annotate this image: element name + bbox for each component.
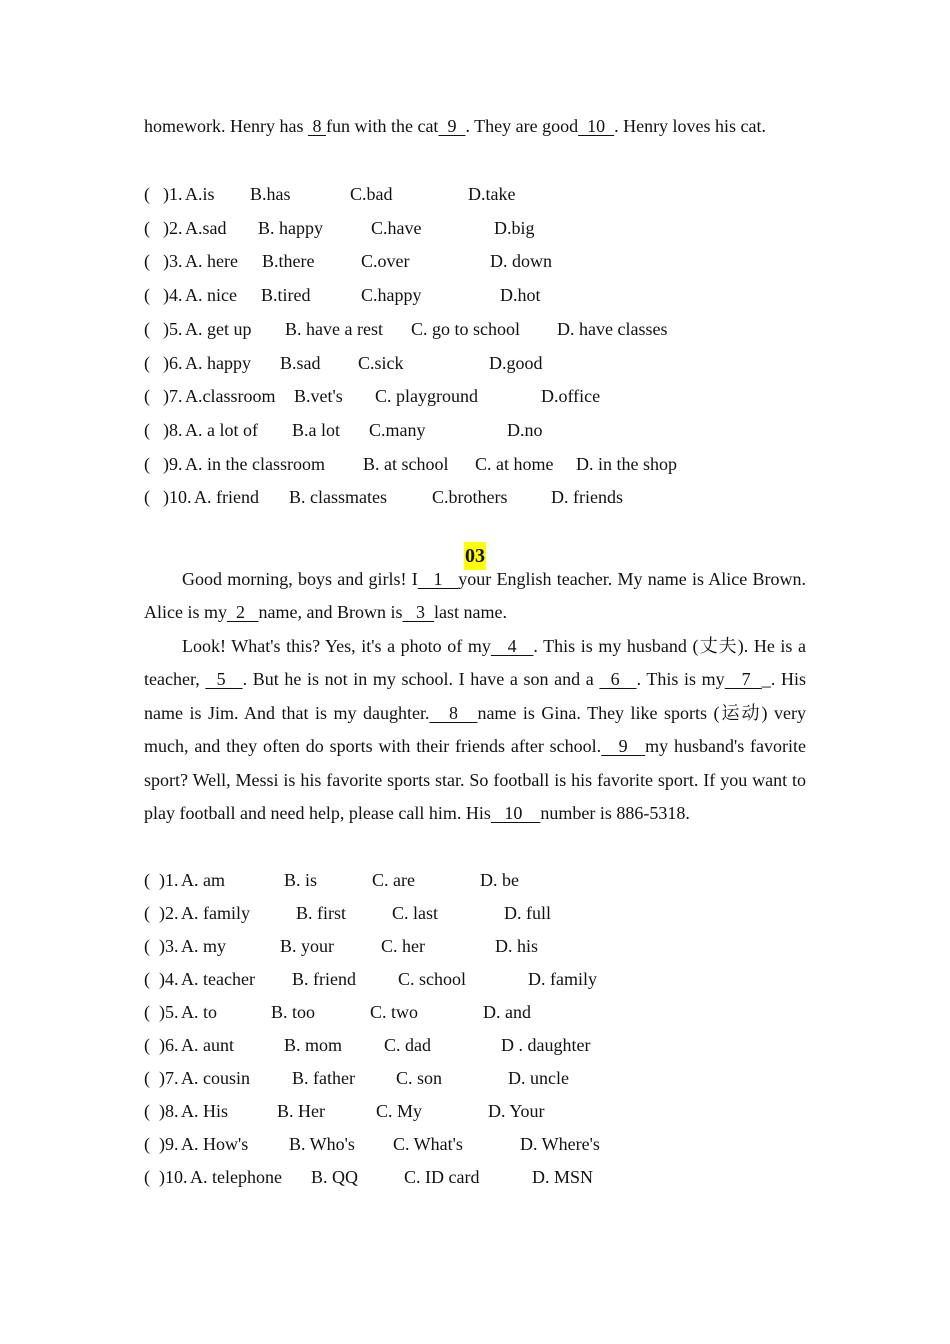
option-d[interactable]: D. down xyxy=(490,251,552,272)
option-b[interactable]: B. is xyxy=(284,870,318,890)
option-b[interactable]: B.vet's xyxy=(294,386,343,407)
question-row xyxy=(144,451,804,477)
answer-paren-open[interactable]: ( xyxy=(144,1068,150,1089)
answer-paren-open[interactable]: ( xyxy=(144,419,150,440)
option-b[interactable]: B.sad xyxy=(280,352,321,373)
option-a[interactable]: A. get up xyxy=(185,318,252,339)
question-row xyxy=(144,900,804,926)
answer-blank: 10 xyxy=(490,803,541,824)
option-a[interactable]: A. How's xyxy=(181,1134,249,1155)
answer-blank: 3 xyxy=(402,602,434,623)
answer-paren-open[interactable]: ( xyxy=(144,1134,150,1155)
option-c[interactable]: C. ID card xyxy=(404,1167,480,1188)
option-b[interactable]: B. father xyxy=(292,1068,355,1089)
option-a[interactable]: A.sad xyxy=(185,217,227,238)
question-number: )1. xyxy=(163,184,183,204)
question-row xyxy=(144,350,804,376)
answer-paren-open[interactable]: ( xyxy=(144,217,150,238)
option-a[interactable]: A. friend xyxy=(194,487,259,508)
answer-blank: 9 xyxy=(601,736,646,757)
option-b[interactable]: B. Who's xyxy=(289,1134,355,1155)
question-number: )5. xyxy=(159,1002,179,1023)
passage-text: Look! What's this? Yes, it's a photo of my xyxy=(182,636,491,656)
option-c[interactable]: C. son xyxy=(396,1068,443,1089)
passage-text: _. His name is Jim. And that is my daughter. xyxy=(144,669,807,723)
passage-text: last name. xyxy=(433,602,507,623)
passage-text: . This is my husband (丈夫). He is a teacher, xyxy=(144,636,807,690)
option-c[interactable]: C.over xyxy=(361,251,410,272)
question-number: )8. xyxy=(163,419,183,440)
option-c[interactable]: C. school xyxy=(398,969,467,990)
question-row xyxy=(144,1065,804,1091)
option-b[interactable]: B.tired xyxy=(261,285,311,306)
passage-text: . This is my xyxy=(636,669,725,690)
option-a[interactable]: A. am xyxy=(181,870,225,890)
answer-paren-open[interactable]: ( xyxy=(144,1167,150,1188)
option-a[interactable]: A. my xyxy=(181,936,226,957)
option-c[interactable]: C. My xyxy=(376,1101,423,1122)
question-row xyxy=(144,282,804,308)
option-c[interactable]: C.have xyxy=(371,217,422,238)
option-d[interactable]: D. be xyxy=(480,870,519,890)
option-d[interactable]: D. his xyxy=(495,936,539,957)
option-d[interactable]: D. in the shop xyxy=(576,453,677,474)
option-b[interactable]: B. your xyxy=(280,936,334,957)
answer-paren-open[interactable]: ( xyxy=(144,487,150,508)
answer-blank: 5 xyxy=(205,669,243,690)
option-a[interactable]: A. happy xyxy=(185,352,251,373)
option-d[interactable]: D. family xyxy=(528,969,597,990)
answer-paren-open[interactable]: ( xyxy=(144,386,150,407)
option-c[interactable]: C.many xyxy=(369,419,426,440)
answer-paren-open[interactable]: ( xyxy=(144,1002,150,1023)
question-number: )6. xyxy=(159,1035,179,1056)
option-a[interactable]: A. a lot of xyxy=(185,419,258,440)
option-a[interactable]: A. to xyxy=(181,1002,217,1023)
answer-blank: 8 xyxy=(307,116,326,136)
option-a[interactable]: A. cousin xyxy=(181,1068,250,1089)
option-b[interactable]: B. friend xyxy=(292,969,356,990)
passage-text: Good morning, boys and girls! I xyxy=(182,569,418,589)
option-c[interactable]: C. playground xyxy=(375,386,478,407)
answer-paren-open[interactable]: ( xyxy=(144,936,150,957)
question-row xyxy=(144,1098,804,1124)
option-c[interactable]: C. two xyxy=(370,1002,419,1023)
question-number: )7. xyxy=(163,386,183,407)
answer-paren-open[interactable]: ( xyxy=(144,251,150,272)
option-c[interactable]: C. at home xyxy=(475,453,554,474)
option-d[interactable]: D. Where's xyxy=(520,1134,600,1155)
question-number: )8. xyxy=(159,1101,179,1122)
answer-blank: 10 xyxy=(578,116,615,136)
passage-text: homework. Henry has xyxy=(144,116,308,136)
question-row xyxy=(144,181,804,207)
passage-3-paragraph-1 xyxy=(144,563,806,630)
passage-text: . But he is not in my school. I have a son and a xyxy=(242,669,600,690)
answer-paren-open[interactable]: ( xyxy=(144,1035,150,1056)
question-row xyxy=(144,1164,804,1190)
option-d[interactable]: D.office xyxy=(541,386,601,407)
option-a[interactable]: A.is xyxy=(185,184,215,204)
answer-paren-open[interactable]: ( xyxy=(144,184,150,204)
option-a[interactable]: A. in the classroom xyxy=(185,453,325,474)
answer-blank: 2 xyxy=(227,602,259,623)
option-a[interactable]: A. here xyxy=(185,251,238,272)
question-row xyxy=(144,1131,804,1157)
question-number: )5. xyxy=(163,318,183,339)
answer-paren-open[interactable]: ( xyxy=(144,870,150,890)
option-b[interactable]: B. mom xyxy=(284,1035,343,1056)
question-number: )9. xyxy=(159,1134,179,1155)
option-d[interactable]: D. uncle xyxy=(508,1068,569,1089)
option-b[interactable]: B.a lot xyxy=(292,419,340,440)
option-d[interactable]: D.big xyxy=(494,217,535,238)
option-c[interactable]: C.bad xyxy=(350,184,393,204)
passage-text: name, and Brown is xyxy=(258,602,403,623)
question-number: )10. xyxy=(159,1167,188,1188)
question-row xyxy=(144,215,804,241)
option-d[interactable]: D. and xyxy=(483,1002,531,1023)
passage-text: my husband's favorite sport? Well, Messi is his favorite sports star. So football is his favorite sport. If you want to play football and need help, please call him. His xyxy=(144,736,806,824)
question-row xyxy=(144,999,804,1025)
option-c[interactable]: C.brothers xyxy=(432,487,508,508)
option-b[interactable]: B. at school xyxy=(363,453,449,474)
answer-paren-open[interactable]: ( xyxy=(144,969,150,990)
passage-text: fun with the cat xyxy=(325,116,439,136)
option-d[interactable]: D.take xyxy=(468,184,516,204)
question-number: )10. xyxy=(163,487,192,508)
answer-blank: 8 xyxy=(429,702,478,723)
option-b[interactable]: B. Her xyxy=(277,1101,325,1122)
question-row xyxy=(144,248,804,274)
answer-paren-open[interactable]: ( xyxy=(144,453,150,474)
answer-blank: 7 xyxy=(724,669,762,690)
option-c[interactable]: C. What's xyxy=(393,1134,463,1155)
question-number: )3. xyxy=(163,251,183,272)
option-d[interactable]: D. friends xyxy=(551,487,623,508)
option-c[interactable]: C. her xyxy=(381,936,425,957)
option-d[interactable]: D.good xyxy=(489,352,543,373)
option-d[interactable]: D . daughter xyxy=(501,1035,591,1056)
option-c[interactable]: C. go to school xyxy=(411,318,521,339)
option-c[interactable]: C. dad xyxy=(384,1035,431,1056)
passage-text: number is 886-5318. xyxy=(540,803,690,824)
answer-paren-open[interactable]: ( xyxy=(144,318,150,339)
option-d[interactable]: D.no xyxy=(507,419,543,440)
question-row xyxy=(144,867,804,893)
option-b[interactable]: B.there xyxy=(262,251,315,272)
question-number: )3. xyxy=(159,936,179,957)
answer-blank: 6 xyxy=(599,669,637,690)
option-b[interactable]: B. have a rest xyxy=(285,318,383,339)
answer-paren-open[interactable]: ( xyxy=(144,903,150,924)
option-a[interactable]: A. teacher xyxy=(181,969,255,990)
option-d[interactable]: D. have classes xyxy=(557,318,668,339)
option-c[interactable]: C.happy xyxy=(361,285,422,306)
question-row xyxy=(144,1032,804,1058)
answer-paren-open[interactable]: ( xyxy=(144,1101,150,1122)
option-a[interactable]: A. nice xyxy=(185,285,237,306)
question-row xyxy=(144,966,804,992)
option-a[interactable]: A. telephone xyxy=(190,1167,282,1188)
question-number: )4. xyxy=(159,969,179,990)
answer-paren-open[interactable]: ( xyxy=(144,285,150,306)
option-b[interactable]: B. first xyxy=(296,903,347,924)
option-d[interactable]: D. full xyxy=(504,903,551,924)
option-d[interactable]: D. Your xyxy=(488,1101,545,1122)
option-b[interactable]: B. QQ xyxy=(311,1167,359,1188)
question-row xyxy=(144,484,804,510)
question-number: )4. xyxy=(163,285,183,306)
answer-blank: 1 xyxy=(417,569,459,589)
option-c[interactable]: C. last xyxy=(392,903,439,924)
answer-paren-open[interactable]: ( xyxy=(144,352,150,373)
option-c[interactable]: C. are xyxy=(372,870,415,890)
question-number: )7. xyxy=(159,1068,179,1089)
option-d[interactable]: D. MSN xyxy=(532,1167,594,1188)
option-b[interactable]: B.has xyxy=(250,184,291,204)
option-d[interactable]: D.hot xyxy=(500,285,541,306)
passage-text: . They are good xyxy=(465,116,579,136)
option-b[interactable]: B. happy xyxy=(258,217,323,238)
option-b[interactable]: B. too xyxy=(271,1002,316,1023)
question-number: )2. xyxy=(163,217,183,238)
option-a[interactable]: A. His xyxy=(181,1101,229,1122)
question-number: )6. xyxy=(163,352,183,373)
question-row xyxy=(144,933,804,959)
passage-text: name is Gina. They like sports (运动) very much, and they often do sports with their friends after school. xyxy=(144,702,806,757)
question-number: )1. xyxy=(159,870,179,890)
passage-text: your English teacher. My name is Alice Brown. Alice is my xyxy=(144,569,807,623)
question-number: )9. xyxy=(163,453,183,474)
option-b[interactable]: B. classmates xyxy=(289,487,387,508)
option-a[interactable]: A. family xyxy=(181,903,250,924)
answer-blank: 9 xyxy=(438,116,466,136)
option-a[interactable]: A.classroom xyxy=(185,386,276,407)
answer-blank: 4 xyxy=(490,636,534,656)
passage-text: . Henry loves his cat. xyxy=(614,116,767,136)
question-number: )2. xyxy=(159,903,179,924)
section-3-heading: 03 xyxy=(464,542,486,570)
option-c[interactable]: C.sick xyxy=(358,352,404,373)
question-row xyxy=(144,383,804,409)
passage-2-ending xyxy=(144,110,806,143)
passage-3-paragraph-2 xyxy=(144,630,806,830)
question-row xyxy=(144,316,804,342)
option-a[interactable]: A. aunt xyxy=(181,1035,234,1056)
question-row xyxy=(144,417,804,443)
